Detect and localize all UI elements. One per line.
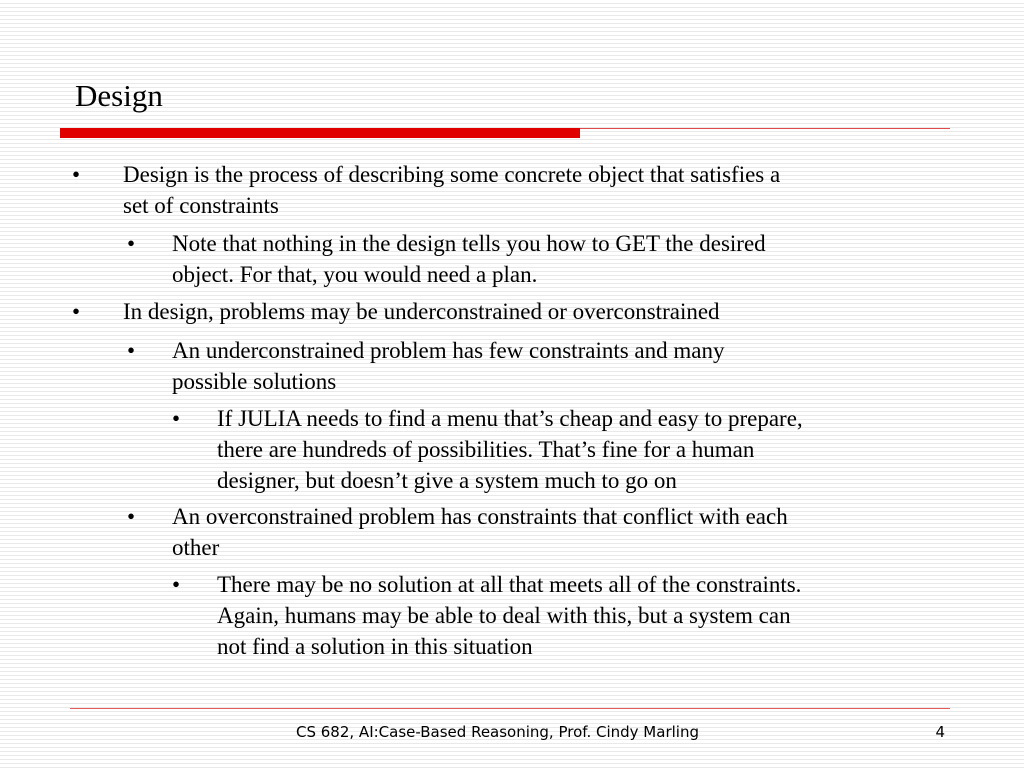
bullet-line: There may be no solution at all that meets all of the constraints. [217, 572, 802, 597]
bullet-line: Design is the process of describing some concrete object that satisfies a [123, 162, 781, 187]
bullet-line: designer, but doesn’t give a system much to go on [217, 468, 677, 493]
bullet-text-design-note [172, 228, 766, 290]
bullet-line: Again, humans may be able to deal with this, but a system can [217, 603, 791, 628]
bullet-line: If JULIA needs to find a menu that’s cheap and easy to prepare, [217, 406, 803, 431]
bullet-line: An underconstrained problem has few constraints and many [172, 338, 725, 363]
bullet-marker: • [72, 299, 81, 324]
bullet-line: possible solutions [172, 369, 337, 394]
bullet-line: other [172, 535, 220, 560]
bullet-line: set of constraints [123, 193, 279, 218]
bullet-marker: • [127, 338, 136, 363]
title-accent-bar [60, 128, 580, 138]
bullet-text-constraint-types [123, 296, 720, 327]
footer-text: CS 682, AI:Case-Based Reasoning, Prof. Cindy Marling [296, 723, 699, 741]
bullet-text-design-definition [123, 159, 780, 221]
bullet-line: Note that nothing in the design tells you how to GET the desired [172, 231, 766, 256]
bullet-marker: • [127, 231, 136, 256]
bullet-line: there are hundreds of possibilities. That’s fine for a human [217, 437, 755, 462]
page-number: 4 [935, 723, 945, 741]
slide-title: Design [75, 78, 163, 113]
bullet-marker: • [172, 572, 181, 597]
bullet-marker: • [72, 162, 81, 187]
bullet-line: not find a solution in this situation [217, 634, 533, 659]
title-divider-line [580, 128, 950, 129]
footer-divider-line [70, 708, 950, 709]
bullet-text-overconstrained [172, 501, 788, 563]
bullet-line: An overconstrained problem has constraints that conflict with each [172, 504, 788, 529]
bullet-text-julia-example [217, 403, 803, 496]
bullet-marker: • [172, 406, 181, 431]
bullet-marker: • [127, 504, 136, 529]
bullet-line: object. For that, you would need a plan. [172, 262, 538, 287]
bullet-text-no-solution [217, 569, 801, 662]
bullet-text-underconstrained [172, 335, 724, 397]
bullet-line: In design, problems may be underconstrained or overconstrained [123, 299, 720, 324]
